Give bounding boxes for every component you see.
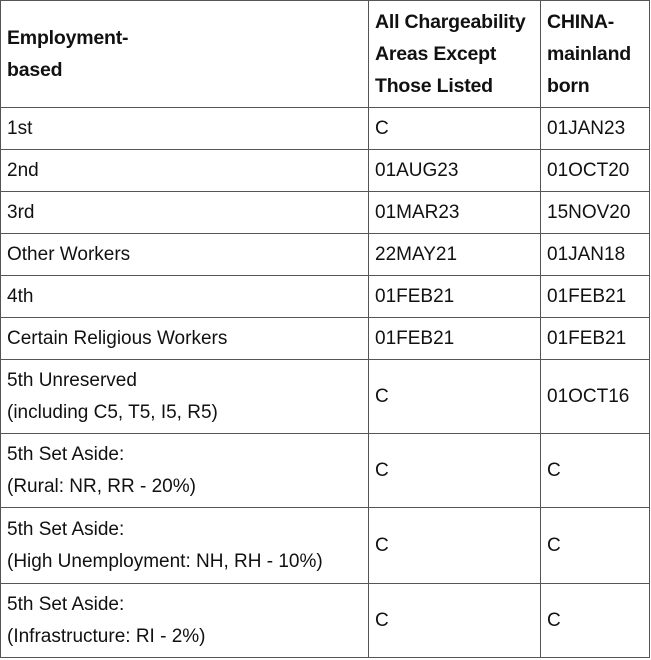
- table-row: [1, 234, 650, 276]
- all-areas-cell: C: [369, 360, 541, 434]
- table-row: [1, 108, 650, 150]
- china-cell: 01FEB21: [541, 318, 650, 360]
- table-row: [1, 508, 650, 584]
- all-areas-cell: 01AUG23: [369, 150, 541, 192]
- category-cell: 5th Set Aside: (High Unemployment: NH, RH - 10%): [1, 508, 369, 584]
- category-cell: 1st: [1, 108, 369, 150]
- table-row: [1, 192, 650, 234]
- china-cell: 01JAN18: [541, 234, 650, 276]
- all-areas-cell: 01MAR23: [369, 192, 541, 234]
- category-cell: 5th Unreserved (including C5, T5, I5, R5): [1, 360, 369, 434]
- header-row: [1, 1, 650, 108]
- china-cell: 15NOV20: [541, 192, 650, 234]
- china-cell: 01OCT20: [541, 150, 650, 192]
- table-row: [1, 584, 650, 658]
- category-cell: Certain Religious Workers: [1, 318, 369, 360]
- china-cell: 01OCT16: [541, 360, 650, 434]
- all-areas-cell: 01FEB21: [369, 276, 541, 318]
- all-areas-cell: C: [369, 108, 541, 150]
- category-cell: 2nd: [1, 150, 369, 192]
- category-cell: 4th: [1, 276, 369, 318]
- table-row: [1, 318, 650, 360]
- all-areas-cell: C: [369, 434, 541, 508]
- all-areas-cell: C: [369, 584, 541, 658]
- table-row: [1, 434, 650, 508]
- china-cell: C: [541, 508, 650, 584]
- china-cell: C: [541, 434, 650, 508]
- china-cell: C: [541, 584, 650, 658]
- category-cell: 3rd: [1, 192, 369, 234]
- header-employment-based: Employment- based: [1, 1, 369, 108]
- category-cell: 5th Set Aside: (Infrastructure: RI - 2%): [1, 584, 369, 658]
- table-row: [1, 150, 650, 192]
- category-cell: 5th Set Aside: (Rural: NR, RR - 20%): [1, 434, 369, 508]
- all-areas-cell: 01FEB21: [369, 318, 541, 360]
- category-cell: Other Workers: [1, 234, 369, 276]
- all-areas-cell: 22MAY21: [369, 234, 541, 276]
- header-all-chargeability: All Chargeability Areas Except Those Listed: [369, 1, 541, 108]
- table-row: [1, 360, 650, 434]
- china-cell: 01JAN23: [541, 108, 650, 150]
- header-china-mainland: CHINA- mainland born: [541, 1, 650, 108]
- china-cell: 01FEB21: [541, 276, 650, 318]
- table-row: [1, 276, 650, 318]
- all-areas-cell: C: [369, 508, 541, 584]
